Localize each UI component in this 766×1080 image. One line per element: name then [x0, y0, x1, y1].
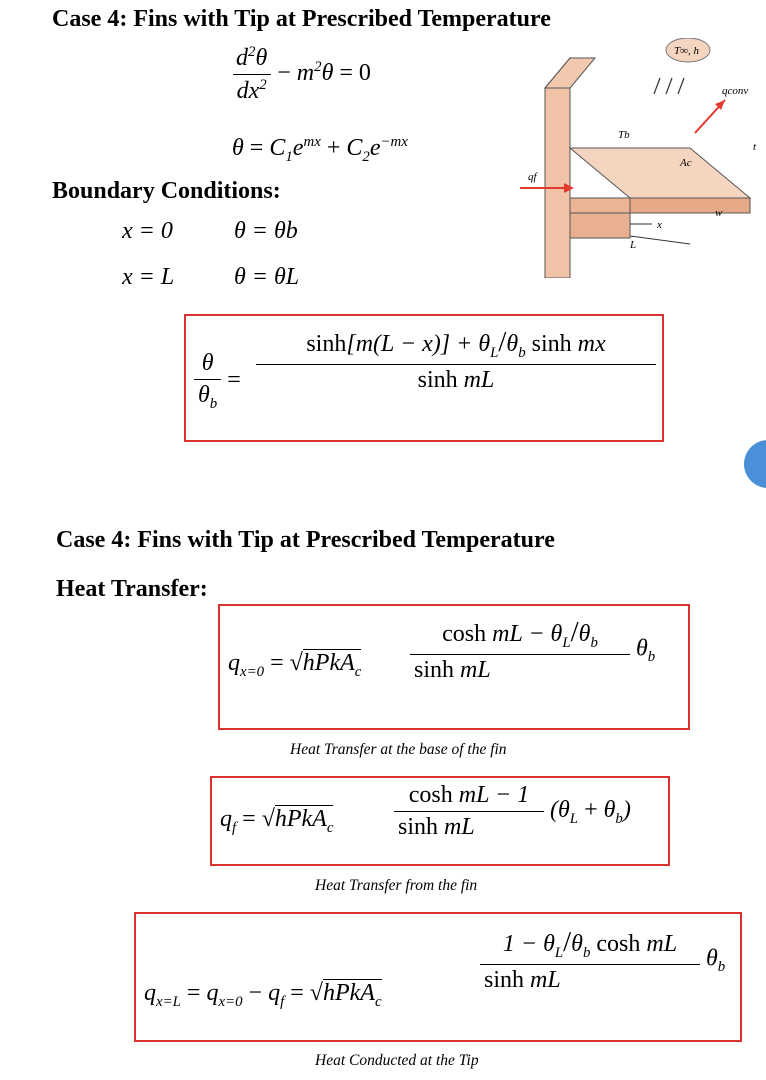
navigation-dot[interactable] — [744, 440, 766, 488]
bc1-right: θ = θb — [234, 218, 298, 244]
tip-heat-fraction: $\frac{1 - \theta_L/\theta_b \cosh mL}{\text{sinh mL}}$ $\theta_b$ — [480, 926, 725, 994]
tip-heat-box — [134, 912, 742, 1042]
section2-title: Case 4: Fins with Tip at Prescribed Temperature — [56, 527, 555, 553]
boundary-heading: Boundary Conditions: — [52, 178, 281, 204]
caption-tip: Heat Conducted at the Tip — [315, 1052, 479, 1069]
length-label: L — [630, 239, 637, 251]
distribution-fraction: $\frac{\sinh[m(L - x)] + \theta_L/\theta_b \sinh mx}{\text{sinh mL}}$ — [256, 326, 656, 394]
area-label: Ac — [680, 157, 692, 169]
thickness-label: t — [753, 141, 757, 153]
caption-base: Heat Transfer at the base of the fin — [290, 741, 507, 758]
fin-diagram — [510, 38, 760, 278]
width-label: w — [715, 207, 723, 219]
temperature-distribution-box — [184, 314, 664, 442]
governing-equation: $\frac{d^2\theta}{dx^2}$ − $m^2\theta = 0$ — [232, 44, 371, 105]
base-heat-equation: $q_{x=0}$ = √hPkA$_c$ — [228, 650, 362, 680]
ambient-label: T∞, h — [674, 45, 699, 57]
bc2-left: x = L — [122, 264, 175, 290]
base-temp-label: Tb — [618, 129, 630, 141]
conv-label: qconv — [722, 85, 749, 97]
heat-transfer-heading: Heat Transfer: — [56, 576, 208, 602]
theta-ratio: $\frac{\theta}{\theta_b}$ = — [194, 350, 241, 413]
base-heat-fraction: $\frac{\cosh mL - \theta_L/\theta_b}{\text{sinh mL}}$ $\theta_b$ — [410, 616, 655, 684]
axis-label: x — [657, 219, 662, 231]
fin-heat-equation: $q_f$ = √hPkA$_c$ — [220, 806, 334, 836]
fin-flux-label: qf — [528, 171, 537, 183]
bc2-right: θ = θL — [234, 264, 300, 290]
base-heat-box — [218, 604, 690, 730]
general-solution: $\theta = C_1e^{mx} + C_2e^{-mx}$ — [232, 134, 408, 165]
fin-heat-fraction: $\frac{\text{cosh mL − 1}}{\text{sinh mL}}$ $(\theta_L + \theta_b)$ — [394, 782, 631, 841]
bc1-left: x = 0 — [122, 218, 173, 244]
section1-title: Case 4: Fins with Tip at Prescribed Temperature — [52, 6, 551, 32]
fin-heat-box — [210, 776, 670, 866]
caption-fin: Heat Transfer from the fin — [315, 877, 478, 894]
tip-heat-equation: $q_{x=L} = q_{x=0} - q_f$ = √hPkA$_c$ — [144, 980, 382, 1010]
